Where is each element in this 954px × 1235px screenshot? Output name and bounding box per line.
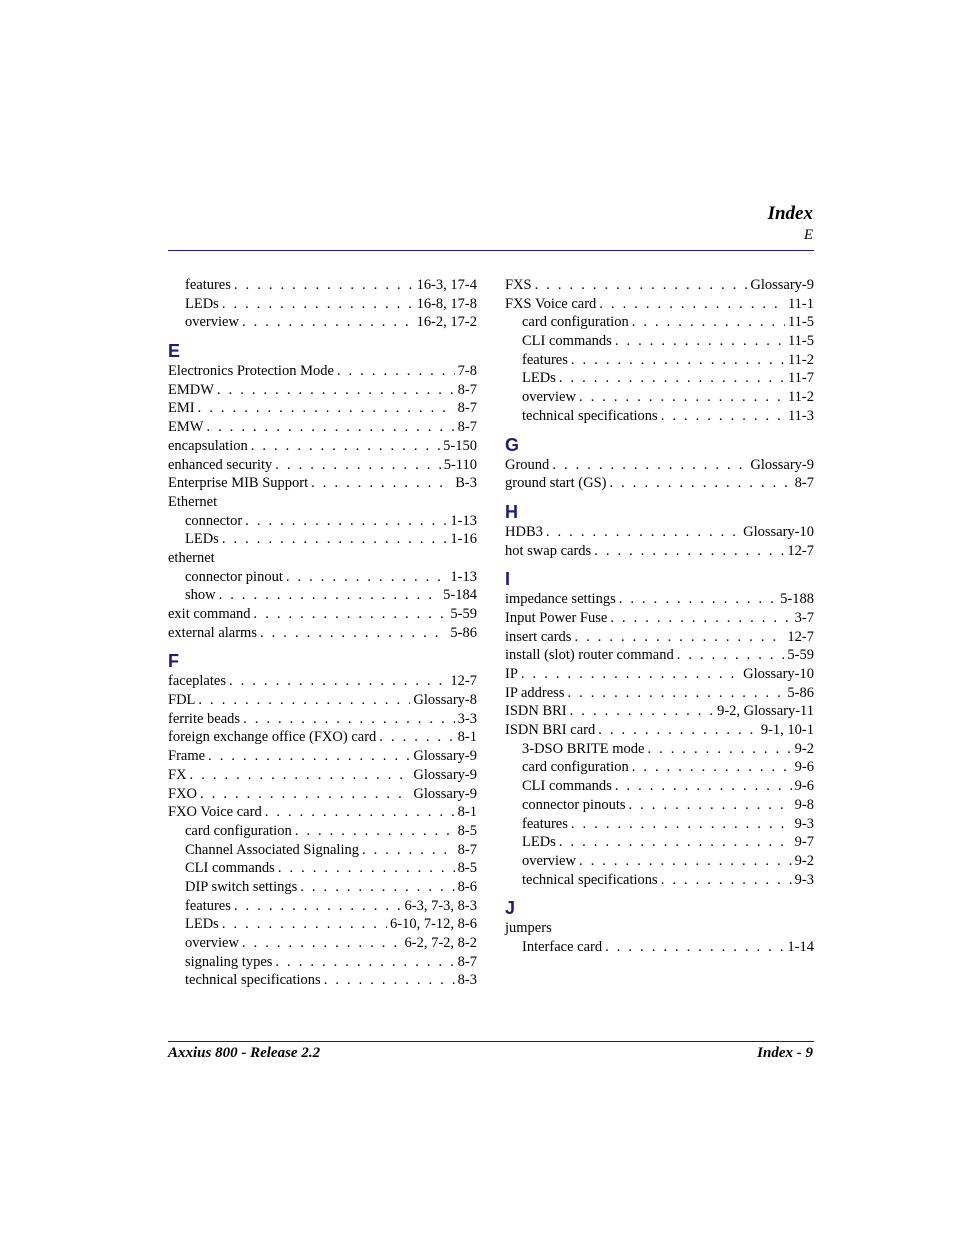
index-subentry (505, 852, 814, 871)
index-subentry (168, 953, 477, 972)
index-page-refs: 12-7 (787, 628, 814, 645)
dot-leader (198, 399, 455, 418)
dot-leader (610, 474, 792, 493)
dot-leader (559, 833, 792, 852)
footer-page-number: Index - 9 (757, 1045, 813, 1061)
index-term: Interface card (522, 938, 603, 955)
index-subentry (168, 878, 477, 897)
index-page-refs: 1-14 (787, 938, 814, 955)
dot-leader (605, 938, 784, 957)
index-term: exit command (168, 606, 251, 622)
index-subentry (505, 833, 814, 852)
index-term: faceplates (168, 673, 226, 690)
index-subentry (505, 740, 814, 759)
dot-leader (661, 407, 785, 426)
index-term: ground start (GS) (505, 475, 607, 492)
dot-leader (190, 766, 411, 785)
index-entry (505, 646, 814, 665)
index-entry (168, 624, 477, 643)
index-page-refs: 11-7 (787, 370, 814, 387)
index-term: Channel Associated Signaling (185, 841, 359, 858)
dot-leader (311, 474, 452, 493)
index-term: install (slot) router command (505, 647, 674, 664)
index-term: 3-DSO BRITE mode (522, 740, 645, 757)
index-page-refs: 8-7 (457, 841, 477, 858)
dot-leader (619, 590, 777, 609)
index-term: Enterprise MIB Support (168, 475, 309, 492)
index-term: features (185, 897, 231, 914)
dot-leader (265, 803, 455, 822)
index-term: IP address (505, 684, 565, 701)
index-term: overview (185, 935, 239, 951)
index-page-refs: 9-3 (794, 815, 814, 832)
footer-document-title: Axxius 800 - Release 2.2 (168, 1045, 321, 1061)
index-term: show (185, 587, 216, 604)
index-entry (505, 684, 814, 703)
dot-leader (286, 568, 448, 587)
index-subentry (505, 777, 814, 796)
index-subentry (168, 313, 477, 332)
index-subentry (505, 758, 814, 777)
index-term: insert cards (505, 628, 572, 645)
index-page-refs: 6-2, 7-2, 8-2 (404, 935, 477, 951)
index-page-refs: 9-7 (794, 834, 814, 851)
index-page-refs: 9-3 (794, 871, 814, 888)
dot-leader (559, 369, 785, 388)
index-page-refs: 5-188 (780, 591, 814, 608)
index-page-refs: 9-1, 10-1 (760, 722, 814, 739)
dot-leader (552, 456, 747, 475)
index-term: card configuration (185, 822, 292, 839)
index-term: technical specifications (522, 871, 658, 888)
index-subentry (168, 512, 477, 531)
index-page-refs: 8-7 (457, 400, 477, 417)
index-entry (505, 276, 814, 295)
header-rule (168, 250, 814, 251)
dot-leader (610, 609, 791, 628)
dot-leader (245, 512, 447, 531)
index-term: connector pinouts (522, 796, 626, 813)
index-page-refs: 8-7 (457, 419, 477, 436)
index-term: Frame (168, 748, 206, 765)
index-entry (505, 702, 814, 721)
index-page-refs: 11-5 (787, 333, 814, 350)
dot-leader (251, 437, 440, 456)
index-column-right (505, 276, 814, 957)
dot-leader (300, 878, 454, 897)
index-term: CLI commands (522, 333, 612, 350)
index-entry (168, 362, 477, 381)
index-subentry (168, 295, 477, 314)
index-term: hot swap cards (505, 542, 592, 559)
index-entry (168, 672, 477, 691)
index-term: FXO (168, 785, 198, 802)
dot-leader (260, 624, 447, 643)
index-subentry (168, 822, 477, 841)
index-subentry (505, 938, 814, 957)
index-entry (168, 747, 477, 766)
index-section-letter: F (168, 651, 179, 672)
index-page-refs: 8-6 (457, 878, 477, 895)
dot-leader (206, 418, 454, 437)
index-page-refs: Glossary-9 (750, 456, 814, 473)
index-entry (168, 691, 477, 710)
index-page-refs: B-3 (455, 475, 477, 492)
dot-leader (661, 871, 792, 890)
page-header-letter: E (803, 227, 813, 243)
index-subentry (505, 407, 814, 426)
index-page-refs: 8-5 (457, 822, 477, 839)
index-subentry (168, 586, 477, 605)
dot-leader (324, 971, 455, 990)
index-page-refs: 8-7 (457, 381, 477, 398)
index-term: CLI commands (185, 860, 275, 877)
index-page-refs: 8-1 (457, 729, 477, 746)
dot-leader (579, 852, 792, 871)
index-page-refs: 9-2, Glossary-11 (717, 703, 814, 720)
index-term: ethernet (168, 549, 215, 566)
index-term: EMW (168, 419, 204, 436)
index-page-refs: 16-3, 17-4 (416, 277, 477, 293)
index-section-letter: G (505, 434, 520, 455)
index-entry (505, 474, 814, 493)
dot-leader (278, 859, 455, 878)
index-page-refs: 5-184 (443, 587, 477, 604)
index-term: EMI (168, 400, 195, 417)
index-entry (505, 721, 814, 740)
dot-leader (535, 276, 748, 295)
index-subentry (505, 388, 814, 407)
index-term: technical specifications (522, 407, 658, 424)
index-page-refs: 5-86 (450, 624, 477, 641)
index-subentry (168, 530, 477, 549)
index-page-refs: 11-2 (787, 389, 814, 406)
index-page-refs: 8-5 (457, 860, 477, 877)
index-entry (168, 474, 477, 493)
index-term: IP (505, 666, 518, 682)
dot-leader (579, 388, 785, 407)
dot-leader (629, 796, 792, 815)
index-term: external alarms (168, 624, 257, 641)
index-term: ferrite beads (168, 710, 241, 727)
index-term: connector pinout (185, 568, 283, 585)
index-page-refs: 9-6 (794, 759, 814, 776)
index-term: features (522, 351, 568, 368)
index-term: FDL (168, 692, 196, 709)
dot-leader (632, 313, 785, 332)
index-page-refs: Glossary-9 (413, 766, 477, 783)
dot-leader (275, 456, 440, 475)
index-entry (505, 628, 814, 647)
index-page-refs: 9-2 (794, 852, 814, 869)
index-term: Ground (505, 456, 550, 473)
index-term: LEDs (185, 531, 219, 548)
dot-leader (571, 351, 785, 370)
index-entry (168, 437, 477, 456)
index-term: ISDN BRI (505, 703, 567, 720)
index-page-refs: 8-1 (457, 804, 477, 821)
index-term: FXS Voice card (505, 295, 597, 312)
dot-leader (242, 313, 414, 332)
index-term: features (185, 277, 231, 293)
index-subentry (505, 796, 814, 815)
index-term: FXS (505, 277, 532, 293)
index-entry (168, 456, 477, 475)
index-page-refs: 9-2 (794, 740, 814, 757)
index-term: Ethernet (168, 493, 218, 510)
index-section-letter: J (505, 898, 516, 919)
index-page-refs: Glossary-9 (413, 748, 477, 765)
index-term: enhanced security (168, 456, 273, 473)
index-term: ISDN BRI card (505, 722, 596, 739)
index-term: LEDs (522, 834, 556, 851)
dot-leader (222, 295, 414, 314)
index-page-refs: 9-8 (794, 796, 814, 813)
index-section-letter: E (168, 341, 181, 362)
index-term: overview (185, 314, 239, 331)
dot-leader (598, 721, 758, 740)
footer-rule (168, 1041, 814, 1042)
index-term: jumpers (505, 920, 552, 937)
index-column-left (168, 276, 477, 990)
index-term: card configuration (522, 759, 629, 776)
dot-leader (243, 710, 455, 729)
index-entry (168, 605, 477, 624)
index-page-refs: 5-59 (787, 647, 814, 664)
index-entry (505, 523, 814, 542)
index-page-refs: 11-3 (787, 407, 814, 424)
index-subentry (505, 351, 814, 370)
index-page-refs: 1-13 (450, 512, 477, 529)
dot-leader (599, 295, 785, 314)
index-subentry (168, 934, 477, 953)
dot-leader (222, 915, 387, 934)
index-page-refs: 1-16 (450, 531, 477, 548)
index-entry (505, 542, 814, 561)
dot-leader (254, 605, 448, 624)
dot-leader (379, 728, 454, 747)
index-subentry (505, 313, 814, 332)
index-entry (505, 665, 814, 684)
index-page-refs: 5-150 (443, 437, 477, 454)
dot-leader (222, 530, 448, 549)
index-entry (168, 785, 477, 804)
dot-leader (198, 691, 410, 710)
index-page-refs: 5-110 (443, 456, 477, 473)
index-page-refs: 3-7 (794, 609, 814, 626)
index-page-refs: 8-3 (457, 972, 477, 989)
index-page-refs: 6-3, 7-3, 8-3 (404, 897, 477, 914)
index-term: LEDs (522, 370, 556, 387)
page-header-title: Index (767, 203, 813, 224)
index-subentry (168, 276, 477, 295)
index-entry (505, 590, 814, 609)
dot-leader (200, 785, 410, 804)
dot-leader (521, 665, 740, 684)
index-subentry (505, 815, 814, 834)
index-subentry (168, 568, 477, 587)
index-subentry (505, 871, 814, 890)
index-term: Electronics Protection Mode (168, 363, 334, 380)
dot-leader (615, 777, 792, 796)
index-page-refs: 11-1 (787, 295, 814, 312)
index-page-refs: Glossary-9 (413, 785, 477, 802)
index-subentry (168, 971, 477, 990)
index-term: card configuration (522, 314, 629, 331)
index-entry (505, 609, 814, 628)
index-term: technical specifications (185, 972, 321, 989)
index-entry (505, 456, 814, 475)
dot-leader (362, 841, 455, 860)
index-page-refs: 16-8, 17-8 (416, 295, 477, 312)
dot-leader (546, 523, 740, 542)
dot-leader (337, 362, 455, 381)
index-entry (168, 493, 477, 512)
dot-leader (234, 897, 402, 916)
index-subentry (505, 369, 814, 388)
index-term: overview (522, 852, 576, 869)
index-page-refs: 8-7 (457, 953, 477, 970)
index-page-refs: 11-5 (787, 314, 814, 331)
index-page-refs: 5-59 (450, 606, 477, 622)
index-entry (168, 710, 477, 729)
index-entry (168, 803, 477, 822)
dot-leader (632, 758, 792, 777)
dot-leader (219, 586, 441, 605)
index-subentry (505, 332, 814, 351)
index-term: FXO Voice card (168, 804, 262, 821)
index-term: signaling types (185, 953, 273, 970)
dot-leader (615, 332, 785, 351)
dot-leader (677, 646, 785, 665)
index-page-refs: Glossary-9 (750, 277, 814, 293)
index-entry (168, 766, 477, 785)
index-page-refs: 6-10, 7-12, 8-6 (390, 916, 477, 933)
index-term: EMDW (168, 381, 214, 398)
index-page-refs: 12-7 (787, 542, 814, 559)
dot-leader (571, 815, 792, 834)
index-term: FX (168, 766, 187, 783)
index-entry (168, 728, 477, 747)
index-term: HDB3 (505, 523, 543, 540)
dot-leader (647, 740, 791, 759)
index-entry (505, 295, 814, 314)
index-page-refs: 16-2, 17-2 (416, 314, 477, 331)
index-entry (168, 418, 477, 437)
index-page-refs: 1-13 (450, 568, 477, 585)
index-subentry (168, 915, 477, 934)
dot-leader (594, 542, 784, 561)
index-page-refs: Glossary-10 (743, 666, 814, 682)
index-section-letter: I (505, 569, 511, 590)
index-term: Input Power Fuse (505, 609, 608, 626)
index-page-refs: 8-7 (794, 475, 814, 492)
index-term: DIP switch settings (185, 878, 298, 895)
index-subentry (168, 841, 477, 860)
dot-leader (574, 628, 784, 647)
index-page-refs: Glossary-8 (413, 692, 477, 709)
index-page-refs: Glossary-10 (743, 523, 814, 540)
index-section-letter: H (505, 501, 518, 522)
index-term: LEDs (185, 916, 219, 933)
dot-leader (570, 702, 714, 721)
index-page-refs: 5-86 (787, 684, 814, 701)
index-page-refs: 12-7 (450, 673, 477, 690)
index-subentry (168, 897, 477, 916)
dot-leader (295, 822, 455, 841)
index-term: foreign exchange office (FXO) card (168, 729, 377, 746)
index-term: impedance settings (505, 591, 616, 608)
index-page-refs: 9-6 (794, 778, 814, 795)
index-term: overview (522, 389, 576, 406)
dot-leader (567, 684, 784, 703)
index-page-refs: 11-2 (787, 351, 814, 368)
index-term: encapsulation (168, 437, 248, 454)
dot-leader (217, 381, 455, 400)
dot-leader (275, 953, 454, 972)
index-entry (168, 399, 477, 418)
index-entry (505, 919, 814, 938)
index-term: CLI commands (522, 778, 612, 795)
dot-leader (234, 276, 414, 295)
index-entry (168, 381, 477, 400)
index-page-refs: 7-8 (457, 363, 477, 380)
dot-leader (242, 934, 402, 953)
index-term: LEDs (185, 295, 219, 312)
index-term: connector (185, 512, 243, 529)
dot-leader (208, 747, 410, 766)
index-entry (168, 549, 477, 568)
dot-leader (229, 672, 447, 691)
index-subentry (168, 859, 477, 878)
index-term: features (522, 815, 568, 832)
index-page-refs: 3-3 (457, 710, 477, 727)
